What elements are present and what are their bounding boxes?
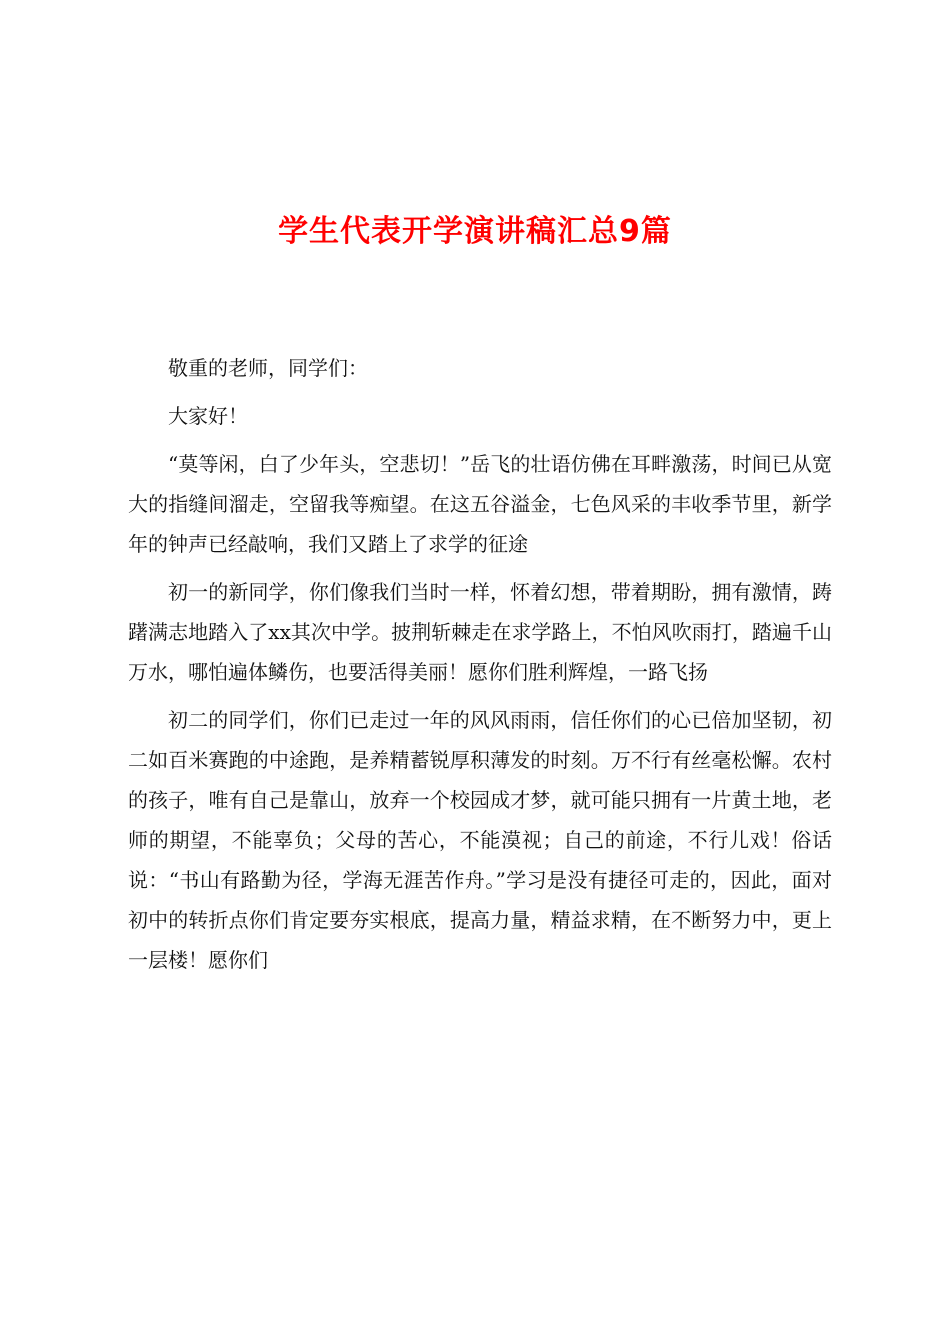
salutation: 敬重的老师，同学们： <box>168 356 368 380</box>
paragraph: “莫等闲，白了少年头，空悲切！”岳飞的壮语仿佛在耳畔激荡，时间已从宽大的指缝间溜走，空留我等痴望。在这五谷溢金，七色风采的丰收季节里，新学年的钟声已经敲响，我们又踏上了求学的征途 <box>128 452 832 556</box>
document-title: 学生代表开学演讲稿汇总9篇 <box>278 214 672 249</box>
paragraph: 初一的新同学，你们像我们当时一样，怀着幻想，带着期盼，拥有激情，踌躇满志地踏入了xx其次中学。披荆斩棘走在求学路上，不怕风吹雨打，踏遍千山万水，哪怕遍体鳞伤，也要活得美丽！愿你们胜利辉煌，一路飞扬 <box>128 580 832 684</box>
paragraph: 初二的同学们，你们已走过一年的风风雨雨，信任你们的心已倍加坚韧，初二如百米赛跑的中途跑，是养精蓄锐厚积薄发的时刻。万不行有丝毫松懈。农村的孩子，唯有自己是靠山，放弃一个校园成才梦，就可能只拥有一片黄土地，老师的期望，不能辜负；父母的苦心，不能漠视；自己的前途，不行儿戏！俗话说：“书山有路勤为径，学海无涯苦作舟。”学习是没有捷径可走的，因此，面对初中的转折点你们肯定要夯实根底，提高力量，精益求精，在不断努力中，更上一层楼！愿你们 <box>128 708 832 972</box>
greeting: 大家好！ <box>168 404 248 428</box>
document-body <box>128 348 832 988</box>
